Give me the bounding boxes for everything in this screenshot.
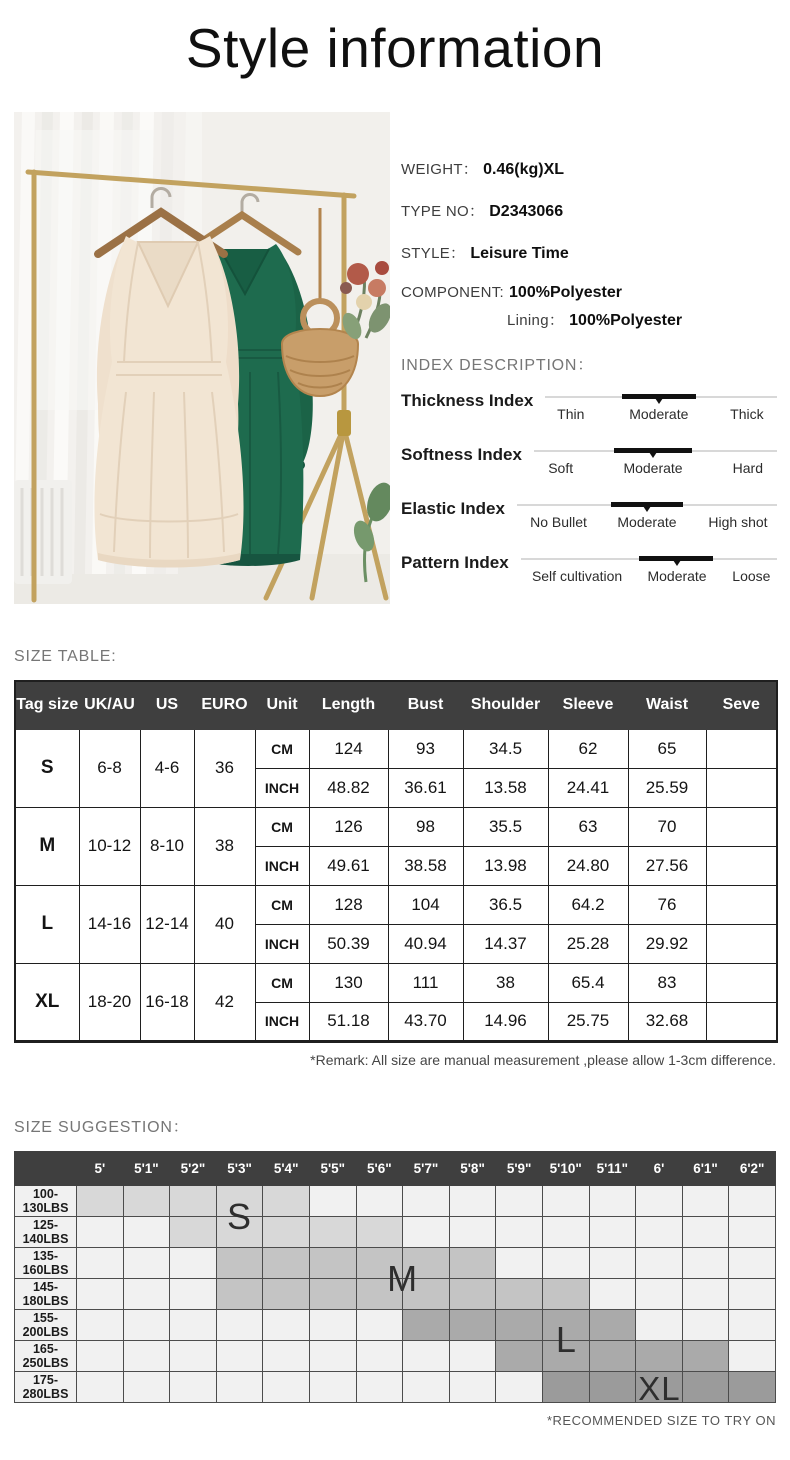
size-suggestion-note: *RECOMMENDED SIZE TO TRY ON (546, 1413, 776, 1428)
suggestion-cell (449, 1217, 496, 1248)
suggestion-header-cell: 5'5" (309, 1152, 356, 1186)
suggestion-cell (589, 1186, 636, 1217)
suggestion-cell (77, 1310, 124, 1341)
suggestion-cell (356, 1310, 403, 1341)
suggestion-cell (682, 1341, 729, 1372)
slider-marker-icon (649, 452, 657, 458)
size-table-cell: 98 (388, 807, 463, 846)
size-table-cell: 10-12 (79, 807, 140, 885)
suggestion-cell (729, 1248, 776, 1279)
size-table-header-cell: US (140, 681, 194, 729)
detail-label: STYLE： (401, 245, 466, 262)
suggestion-cell (170, 1279, 217, 1310)
suggestion-cell (682, 1310, 729, 1341)
detail-value: 100%Polyester (569, 312, 683, 329)
suggestion-cell (682, 1248, 729, 1279)
suggestion-cell (356, 1341, 403, 1372)
product-details (401, 158, 781, 351)
slider-scale-label: Loose (732, 568, 771, 584)
size-table-cell (706, 729, 777, 768)
suggestion-cell (123, 1248, 170, 1279)
suggestion-cell (216, 1372, 263, 1403)
suggestion-cell (170, 1310, 217, 1341)
slider-scale-label: Thin (557, 406, 585, 422)
suggestion-cell (77, 1279, 124, 1310)
size-table-cell: 62 (548, 729, 628, 768)
suggestion-cell (496, 1310, 543, 1341)
size-table-cell: 70 (628, 807, 706, 846)
suggestion-cell (170, 1372, 217, 1403)
size-table-cell: 65.4 (548, 963, 628, 1002)
suggestion-header-cell: 5'1" (123, 1152, 170, 1186)
suggestion-cell (356, 1217, 403, 1248)
detail-label: TYPE NO： (401, 203, 485, 220)
suggestion-cell (729, 1310, 776, 1341)
size-table-cell: 24.41 (548, 768, 628, 807)
size-table-unit-cell: INCH (255, 1002, 309, 1041)
size-table-cell: 36.5 (463, 885, 548, 924)
suggestion-weight-cell: 145-180LBS (15, 1279, 77, 1310)
size-suggestion-heading: SIZE SUGGESTION： (14, 1119, 190, 1136)
suggestion-cell (449, 1310, 496, 1341)
size-table-cell: 24.80 (548, 846, 628, 885)
suggestion-cell (263, 1372, 310, 1403)
index-name: Pattern Index (401, 553, 509, 572)
suggestion-weight-cell: 135-160LBS (15, 1248, 77, 1279)
size-table-cell: 14.37 (463, 924, 548, 963)
size-table-cell: 124 (309, 729, 388, 768)
index-scale-slider (521, 553, 777, 588)
suggestion-header-cell: 5'2" (170, 1152, 217, 1186)
size-table-header-cell: Seve (706, 681, 777, 729)
size-table-cell: 27.56 (628, 846, 706, 885)
size-table-cell: 38 (194, 807, 255, 885)
slider-scale-label: Moderate (629, 406, 689, 422)
suggestion-cell (729, 1341, 776, 1372)
suggestion-header-cell: 6'2" (729, 1152, 776, 1186)
suggestion-head (15, 1152, 776, 1186)
size-table-header-row (15, 681, 777, 729)
index-row (401, 553, 779, 588)
suggestion-weight-cell: 100-130LBS (15, 1186, 77, 1217)
detail-row (401, 242, 781, 263)
slider-marker-icon (643, 506, 651, 512)
suggestion-cell (170, 1186, 217, 1217)
index-name: Softness Index (401, 445, 522, 464)
suggestion-cell (589, 1217, 636, 1248)
size-table-cell: 38 (463, 963, 548, 1002)
suggestion-cell (216, 1248, 263, 1279)
size-table-cell: 76 (628, 885, 706, 924)
size-table-header-cell: Tag size (15, 681, 79, 729)
suggestion-header-cell: 6' (636, 1152, 683, 1186)
size-table-cell: 36.61 (388, 768, 463, 807)
size-table-cell: S (15, 729, 79, 807)
rack-joint (337, 410, 351, 436)
suggestion-cell (729, 1186, 776, 1217)
index-scale-slider (534, 445, 777, 480)
slider-scale-label: Moderate (647, 568, 707, 584)
size-table-cell: 48.82 (309, 768, 388, 807)
size-table-unit-cell: CM (255, 807, 309, 846)
suggestion-cell (216, 1279, 263, 1310)
size-table-cell: 16-18 (140, 963, 194, 1041)
suggestion-cell (636, 1186, 683, 1217)
suggestion-cell (589, 1341, 636, 1372)
suggestion-header-cell: 5'7" (403, 1152, 450, 1186)
detail-value: 0.46(kg)XL (483, 161, 565, 178)
suggestion-cell (636, 1341, 683, 1372)
suggestion-row (15, 1341, 776, 1372)
size-table-cell: 32.68 (628, 1002, 706, 1041)
size-table-cell: 42 (194, 963, 255, 1041)
size-table-cell: 13.58 (463, 768, 548, 807)
suggestion-cell (123, 1186, 170, 1217)
suggestion-cell (309, 1279, 356, 1310)
suggestion-header-cell: 5'3" (216, 1152, 263, 1186)
size-table-cell (706, 924, 777, 963)
suggestion-header-row (15, 1152, 776, 1186)
suggestion-cell (263, 1279, 310, 1310)
suggestion-cell (123, 1217, 170, 1248)
suggestion-cell (77, 1217, 124, 1248)
size-table-unit-cell: INCH (255, 924, 309, 963)
suggestion-cell (309, 1310, 356, 1341)
size-table-cell: 40.94 (388, 924, 463, 963)
suggestion-row (15, 1217, 776, 1248)
detail-row (401, 309, 781, 330)
size-table-cell: 6-8 (79, 729, 140, 807)
detail-label: COMPONENT: (401, 284, 505, 301)
suggestion-cell (636, 1248, 683, 1279)
suggestion-cell (77, 1186, 124, 1217)
suggestion-cell (403, 1217, 450, 1248)
size-table-cell: 8-10 (140, 807, 194, 885)
suggestion-weight-cell: 175-280LBS (15, 1372, 77, 1403)
suggestion-header-cell: 6'1" (682, 1152, 729, 1186)
size-table-row (15, 729, 777, 768)
suggestion-cell (636, 1310, 683, 1341)
size-table-cell: L (15, 885, 79, 963)
product-photo (14, 112, 390, 604)
size-zone-letter: S (227, 1196, 253, 1237)
suggestion-cell (403, 1341, 450, 1372)
size-table-cell (706, 885, 777, 924)
size-table-cell: 36 (194, 729, 255, 807)
suggestion-cell (449, 1279, 496, 1310)
size-table-cell: 13.98 (463, 846, 548, 885)
slider-scale-label: Hard (732, 460, 764, 476)
detail-value: 100%Polyester (509, 284, 622, 301)
suggestion-cell (542, 1217, 589, 1248)
suggestion-cell (263, 1186, 310, 1217)
suggestion-row (15, 1310, 776, 1341)
suggestion-header-cell: 5'4" (263, 1152, 310, 1186)
suggestion-cell (123, 1310, 170, 1341)
suggestion-cell (77, 1372, 124, 1403)
size-table-cell: 38.58 (388, 846, 463, 885)
suggestion-cell (682, 1217, 729, 1248)
size-table-row (15, 885, 777, 924)
suggestion-header-corner-cell (15, 1152, 77, 1186)
size-table-header-cell: Shoulder (463, 681, 548, 729)
detail-row (401, 158, 781, 179)
size-table-cell: 12-14 (140, 885, 194, 963)
suggestion-cell (729, 1279, 776, 1310)
detail-label: WEIGHT： (401, 161, 479, 178)
page-title: Style information (185, 17, 605, 79)
suggestion-cell (729, 1217, 776, 1248)
suggestion-cell (496, 1279, 543, 1310)
size-table-cell: M (15, 807, 79, 885)
size-table-cell: 35.5 (463, 807, 548, 846)
size-table-cell: 25.28 (548, 924, 628, 963)
suggestion-cell (589, 1248, 636, 1279)
suggestion-cell (449, 1372, 496, 1403)
size-table-body (15, 729, 777, 1041)
suggestion-cell (403, 1372, 450, 1403)
detail-value: Leisure Time (470, 245, 569, 262)
slider-scale-label: Moderate (623, 460, 683, 476)
suggestion-weight-cell: 165-250LBS (15, 1341, 77, 1372)
size-table-header-cell: EURO (194, 681, 255, 729)
suggestion-cell (309, 1217, 356, 1248)
size-table-heading: SIZE TABLE: (14, 648, 117, 665)
size-table-cell: 14.96 (463, 1002, 548, 1041)
suggestion-header-cell: 5' (77, 1152, 124, 1186)
suggestion-cell (123, 1279, 170, 1310)
suggestion-cell (263, 1248, 310, 1279)
size-table (14, 680, 778, 1043)
radiator (14, 480, 72, 584)
suggestion-cell (263, 1310, 310, 1341)
index-scale-slider (545, 391, 777, 426)
index-scale-slider (517, 499, 777, 534)
detail-label: Lining： (507, 312, 565, 329)
size-table-cell: 111 (388, 963, 463, 1002)
size-table-section (14, 648, 776, 1068)
size-table-header-cell: UK/AU (79, 681, 140, 729)
suggestion-cell (542, 1372, 589, 1403)
suggestion-header-cell: 5'11" (589, 1152, 636, 1186)
detail-row (401, 284, 781, 305)
suggestion-header-cell: 5'6" (356, 1152, 403, 1186)
suggestion-header-cell: 5'10" (542, 1152, 589, 1186)
suggestion-cell (309, 1372, 356, 1403)
suggestion-cell (682, 1372, 729, 1403)
size-zone-letter: M (387, 1258, 419, 1299)
suggestion-cell (449, 1341, 496, 1372)
suggestion-cell (449, 1248, 496, 1279)
size-table-cell: XL (15, 963, 79, 1041)
slider-scale-label: Thick (730, 406, 764, 422)
size-table-cell: 130 (309, 963, 388, 1002)
size-table-cell: 25.75 (548, 1002, 628, 1041)
size-table-unit-cell: CM (255, 963, 309, 1002)
size-table-cell (706, 807, 777, 846)
suggestion-cell (542, 1279, 589, 1310)
slider-marker-icon (673, 560, 681, 566)
suggestion-cell (309, 1186, 356, 1217)
suggestion-cell (589, 1279, 636, 1310)
suggestion-cell (636, 1279, 683, 1310)
size-table-header-cell: Bust (388, 681, 463, 729)
size-zone-letter: XL (638, 1370, 681, 1407)
index-row (401, 445, 779, 480)
size-table-cell: 49.61 (309, 846, 388, 885)
suggestion-cell (682, 1279, 729, 1310)
size-table-cell: 14-16 (79, 885, 140, 963)
suggestion-cell (170, 1248, 217, 1279)
suggestion-header-cell: 5'9" (496, 1152, 543, 1186)
size-table-header-cell: Waist (628, 681, 706, 729)
size-table-row (15, 807, 777, 846)
index-name: Elastic Index (401, 499, 505, 518)
slider-scale-label: Self cultivation (531, 568, 623, 584)
suggestion-cell (449, 1186, 496, 1217)
suggestion-cell (309, 1248, 356, 1279)
suggestion-cell (496, 1248, 543, 1279)
suggestion-cell (123, 1372, 170, 1403)
slider-marker-icon (655, 398, 663, 404)
suggestion-row (15, 1186, 776, 1217)
suggestion-cell (77, 1341, 124, 1372)
size-zone-letter: L (555, 1319, 577, 1360)
suggestion-cell (496, 1186, 543, 1217)
slider-scale-label: Moderate (617, 514, 677, 530)
size-table-cell: 34.5 (463, 729, 548, 768)
suggestion-cell (170, 1217, 217, 1248)
detail-value: D2343066 (489, 203, 564, 220)
suggestion-header-cell: 5'8" (449, 1152, 496, 1186)
size-table-cell: 4-6 (140, 729, 194, 807)
size-suggestion-section (14, 1114, 776, 1428)
size-table-cell: 29.92 (628, 924, 706, 963)
suggestion-cell (356, 1186, 403, 1217)
suggestion-cell (170, 1341, 217, 1372)
slider-scale-label: High shot (708, 514, 768, 530)
suggestion-cell (216, 1341, 263, 1372)
size-table-cell: 104 (388, 885, 463, 924)
size-table-remark: *Remark: All size are manual measurement ,please allow 1-3cm difference. (310, 1051, 776, 1068)
suggestion-cell (403, 1310, 450, 1341)
size-table-unit-cell: INCH (255, 768, 309, 807)
suggestion-cell (542, 1248, 589, 1279)
index-description-heading: INDEX DESCRIPTION： (401, 357, 595, 374)
slider-scale-label: Soft (548, 460, 574, 476)
size-table-cell: 43.70 (388, 1002, 463, 1041)
suggestion-cell (263, 1341, 310, 1372)
size-table-cell: 83 (628, 963, 706, 1002)
product-photo-illustration (14, 112, 390, 604)
suggestion-cell (309, 1341, 356, 1372)
suggestion-cell (216, 1310, 263, 1341)
size-table-cell: 65 (628, 729, 706, 768)
suggestion-cell (496, 1341, 543, 1372)
suggestion-cell (682, 1186, 729, 1217)
size-table-cell (706, 768, 777, 807)
suggestion-cell (77, 1248, 124, 1279)
size-table-cell: 18-20 (79, 963, 140, 1041)
index-row (401, 391, 779, 426)
suggestion-cell (589, 1310, 636, 1341)
size-table-head (15, 681, 777, 729)
suggestion-cell (636, 1217, 683, 1248)
suggestion-cell (123, 1341, 170, 1372)
size-table-cell: 93 (388, 729, 463, 768)
suggestion-cell (589, 1372, 636, 1403)
size-table-cell: 50.39 (309, 924, 388, 963)
suggestion-cell (403, 1186, 450, 1217)
suggestion-cell (496, 1217, 543, 1248)
suggestion-cell (356, 1372, 403, 1403)
suggestion-weight-cell: 125-140LBS (15, 1217, 77, 1248)
size-table-cell: 25.59 (628, 768, 706, 807)
size-table-unit-cell: CM (255, 885, 309, 924)
size-table-cell: 40 (194, 885, 255, 963)
size-table-unit-cell: CM (255, 729, 309, 768)
size-table-header-cell: Unit (255, 681, 309, 729)
size-table-cell: 63 (548, 807, 628, 846)
index-rows (401, 391, 779, 588)
suggestion-weight-cell: 155-200LBS (15, 1310, 77, 1341)
size-suggestion-grid-wrap (14, 1151, 776, 1407)
index-name: Thickness Index (401, 391, 534, 410)
size-table-row (15, 963, 777, 1002)
suggestion-cell (263, 1217, 310, 1248)
size-table-cell: 64.2 (548, 885, 628, 924)
size-table-cell: 51.18 (309, 1002, 388, 1041)
size-table-unit-cell: INCH (255, 846, 309, 885)
size-table-cell: 128 (309, 885, 388, 924)
index-description-section (401, 352, 779, 607)
suggestion-cell (542, 1186, 589, 1217)
detail-row (401, 200, 781, 221)
size-table-cell (706, 1002, 777, 1041)
suggestion-cell (729, 1372, 776, 1403)
index-row (401, 499, 779, 534)
slider-scale-label: No Bullet (530, 514, 587, 530)
size-table-header-cell: Sleeve (548, 681, 628, 729)
size-table-header-cell: Length (309, 681, 388, 729)
size-table-cell (706, 963, 777, 1002)
size-table-cell (706, 846, 777, 885)
size-table-cell: 126 (309, 807, 388, 846)
suggestion-cell (496, 1372, 543, 1403)
